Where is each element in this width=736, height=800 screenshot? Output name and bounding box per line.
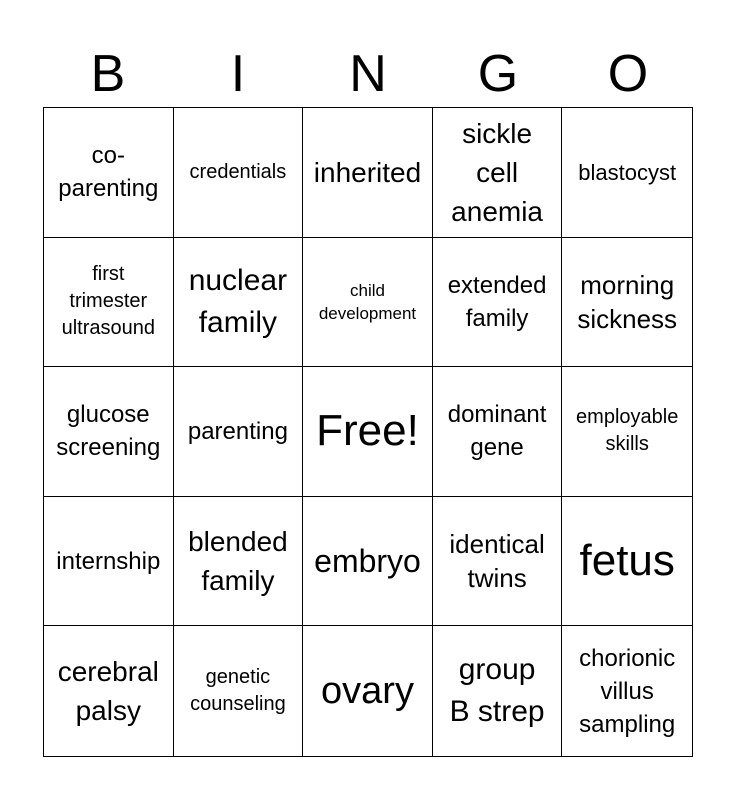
cell-label: inherited bbox=[313, 156, 422, 188]
cell-label: employable skills bbox=[576, 406, 679, 456]
bingo-cell[interactable] bbox=[433, 238, 563, 368]
bingo-cell[interactable] bbox=[303, 108, 433, 238]
cell-label: genetic counseling bbox=[190, 666, 286, 716]
cell-label: morning sickness bbox=[577, 269, 678, 334]
bingo-cell[interactable] bbox=[303, 497, 433, 627]
cell-label: sickle cell anemia bbox=[451, 117, 544, 227]
free-space-label: Free! bbox=[316, 406, 419, 456]
cell-label: child development bbox=[318, 280, 417, 323]
cell-label: credentials bbox=[189, 160, 287, 183]
bingo-cell[interactable] bbox=[174, 367, 304, 497]
bingo-cell[interactable] bbox=[303, 626, 433, 756]
cell-label: cerebral palsy bbox=[57, 656, 159, 727]
cell-label: dominant gene bbox=[447, 401, 547, 462]
bingo-cell[interactable] bbox=[562, 497, 692, 627]
cell-label: blastocyst bbox=[578, 159, 677, 185]
free-space[interactable] bbox=[303, 367, 433, 497]
cell-label: blended family bbox=[188, 526, 288, 597]
bingo-cell[interactable] bbox=[562, 367, 692, 497]
bingo-cell[interactable] bbox=[433, 367, 563, 497]
bingo-cell[interactable] bbox=[44, 626, 174, 756]
bingo-cell[interactable] bbox=[44, 238, 174, 368]
cell-label: parenting bbox=[187, 417, 288, 445]
cell-label: embryo bbox=[314, 543, 421, 580]
header-letter-n: N bbox=[349, 45, 387, 103]
cell-label: identical twins bbox=[449, 529, 545, 594]
cell-label: extended family bbox=[447, 271, 547, 332]
bingo-cell[interactable] bbox=[44, 367, 174, 497]
bingo-cell[interactable] bbox=[562, 238, 692, 368]
cell-label: internship bbox=[56, 547, 161, 575]
cell-label: glucose screening bbox=[56, 401, 161, 462]
header-letter-i: I bbox=[230, 45, 246, 103]
bingo-cell[interactable] bbox=[433, 497, 563, 627]
bingo-cell[interactable] bbox=[174, 626, 304, 756]
cell-label: fetus bbox=[579, 536, 675, 586]
header-letter-b: B bbox=[90, 45, 126, 103]
bingo-cell[interactable] bbox=[562, 626, 692, 756]
bingo-cell[interactable] bbox=[174, 238, 304, 368]
bingo-cell[interactable] bbox=[433, 108, 563, 238]
bingo-cell[interactable] bbox=[433, 626, 563, 756]
header-letter-o: O bbox=[607, 45, 649, 103]
bingo-cell[interactable] bbox=[562, 108, 692, 238]
cell-label: ovary bbox=[321, 670, 414, 713]
bingo-cell[interactable] bbox=[303, 238, 433, 368]
bingo-cell[interactable] bbox=[44, 108, 174, 238]
bingo-board bbox=[43, 107, 693, 757]
cell-label: nuclear family bbox=[188, 263, 288, 339]
bingo-cell[interactable] bbox=[174, 108, 304, 238]
cell-label: first trimester ultrasound bbox=[61, 263, 155, 340]
cell-label: chorionic villus sampling bbox=[579, 644, 676, 738]
bingo-cell[interactable] bbox=[174, 497, 304, 627]
cell-label: co- parenting bbox=[58, 142, 159, 203]
bingo-cell[interactable] bbox=[44, 497, 174, 627]
cell-label: group B strep bbox=[449, 653, 545, 729]
bingo-header bbox=[43, 40, 693, 108]
header-letter-g: G bbox=[477, 45, 519, 103]
